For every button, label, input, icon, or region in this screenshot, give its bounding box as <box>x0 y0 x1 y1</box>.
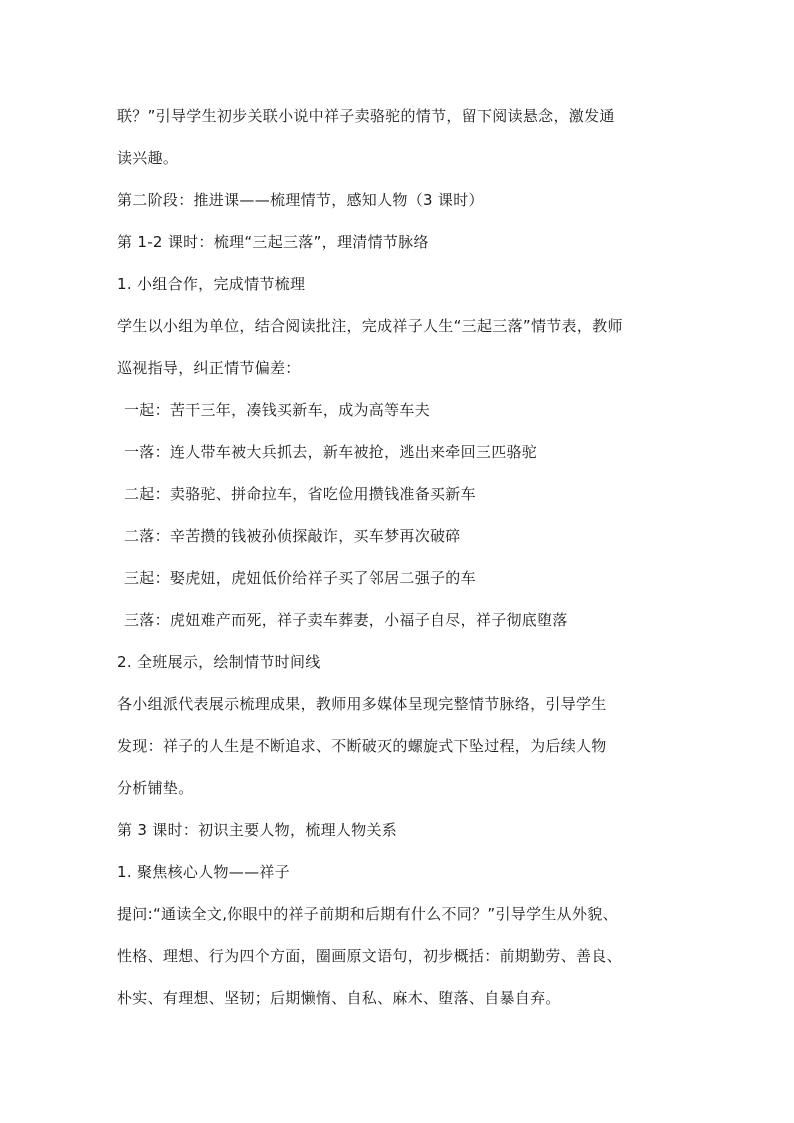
paragraph-line: 分析铺垫。 <box>117 779 194 797</box>
plot-item: 三起：娶虎妞，虎妞低价给祥子买了邻居二强子的车 <box>124 569 476 587</box>
paragraph-line: 巡视指导，纠正情节偏差： <box>117 359 301 377</box>
plot-item: 二落：辛苦攒的钱被孙侦探敲诈，买车梦再次破碎 <box>124 527 461 545</box>
paragraph-line: 读兴趣。 <box>117 149 179 167</box>
section-heading: 第二阶段：推进课——梳理情节，感知人物（3 课时） <box>117 191 484 209</box>
step-heading: 1. 小组合作，完成情节梳理 <box>117 275 306 293</box>
paragraph-line: 性格、理想、行为四个方面，圈画原文语句，初步概括：前期勤劳、善良、 <box>117 947 622 965</box>
paragraph-line: 朴实、有理想、坚韧；后期懒惰、自私、麻木、堕落、自暴自弃。 <box>117 989 561 1007</box>
paragraph-line: 发现：祥子的人生是不断追求、不断破灭的螺旋式下坠过程，为后续人物 <box>117 737 607 755</box>
paragraph-line: 各小组派代表展示梳理成果，教师用多媒体呈现完整情节脉络，引导学生 <box>117 695 607 713</box>
plot-item: 一起：苦干三年，凑钱买新车，成为高等车夫 <box>124 401 431 419</box>
lesson-heading: 第 1-2 课时：梳理“三起三落”，理清情节脉络 <box>117 233 429 251</box>
step-heading: 2. 全班展示，绘制情节时间线 <box>117 653 321 671</box>
paragraph-line: 联？”引导学生初步关联小说中祥子卖骆驼的情节，留下阅读悬念，激发通 <box>117 107 615 125</box>
step-heading: 1. 聚焦核心人物——祥子 <box>117 863 290 881</box>
plot-item: 一落：连人带车被大兵抓去，新车被抢，逃出来牵回三匹骆驼 <box>124 443 538 461</box>
plot-item: 三落：虎妞难产而死，祥子卖车葬妻，小福子自尽，祥子彻底堕落 <box>124 611 568 629</box>
lesson-heading: 第 3 课时：初识主要人物，梳理人物关系 <box>117 821 398 839</box>
plot-item: 二起：卖骆驼、拼命拉车，省吃俭用攒钱准备买新车 <box>124 485 476 503</box>
paragraph-line: 提问:“通读全文,你眼中的祥子前期和后期有什么不同？”引导学生从外貌、 <box>117 905 618 923</box>
paragraph-line: 学生以小组为单位，结合阅读批注，完成祥子人生“三起三落”情节表，教师 <box>117 317 623 335</box>
